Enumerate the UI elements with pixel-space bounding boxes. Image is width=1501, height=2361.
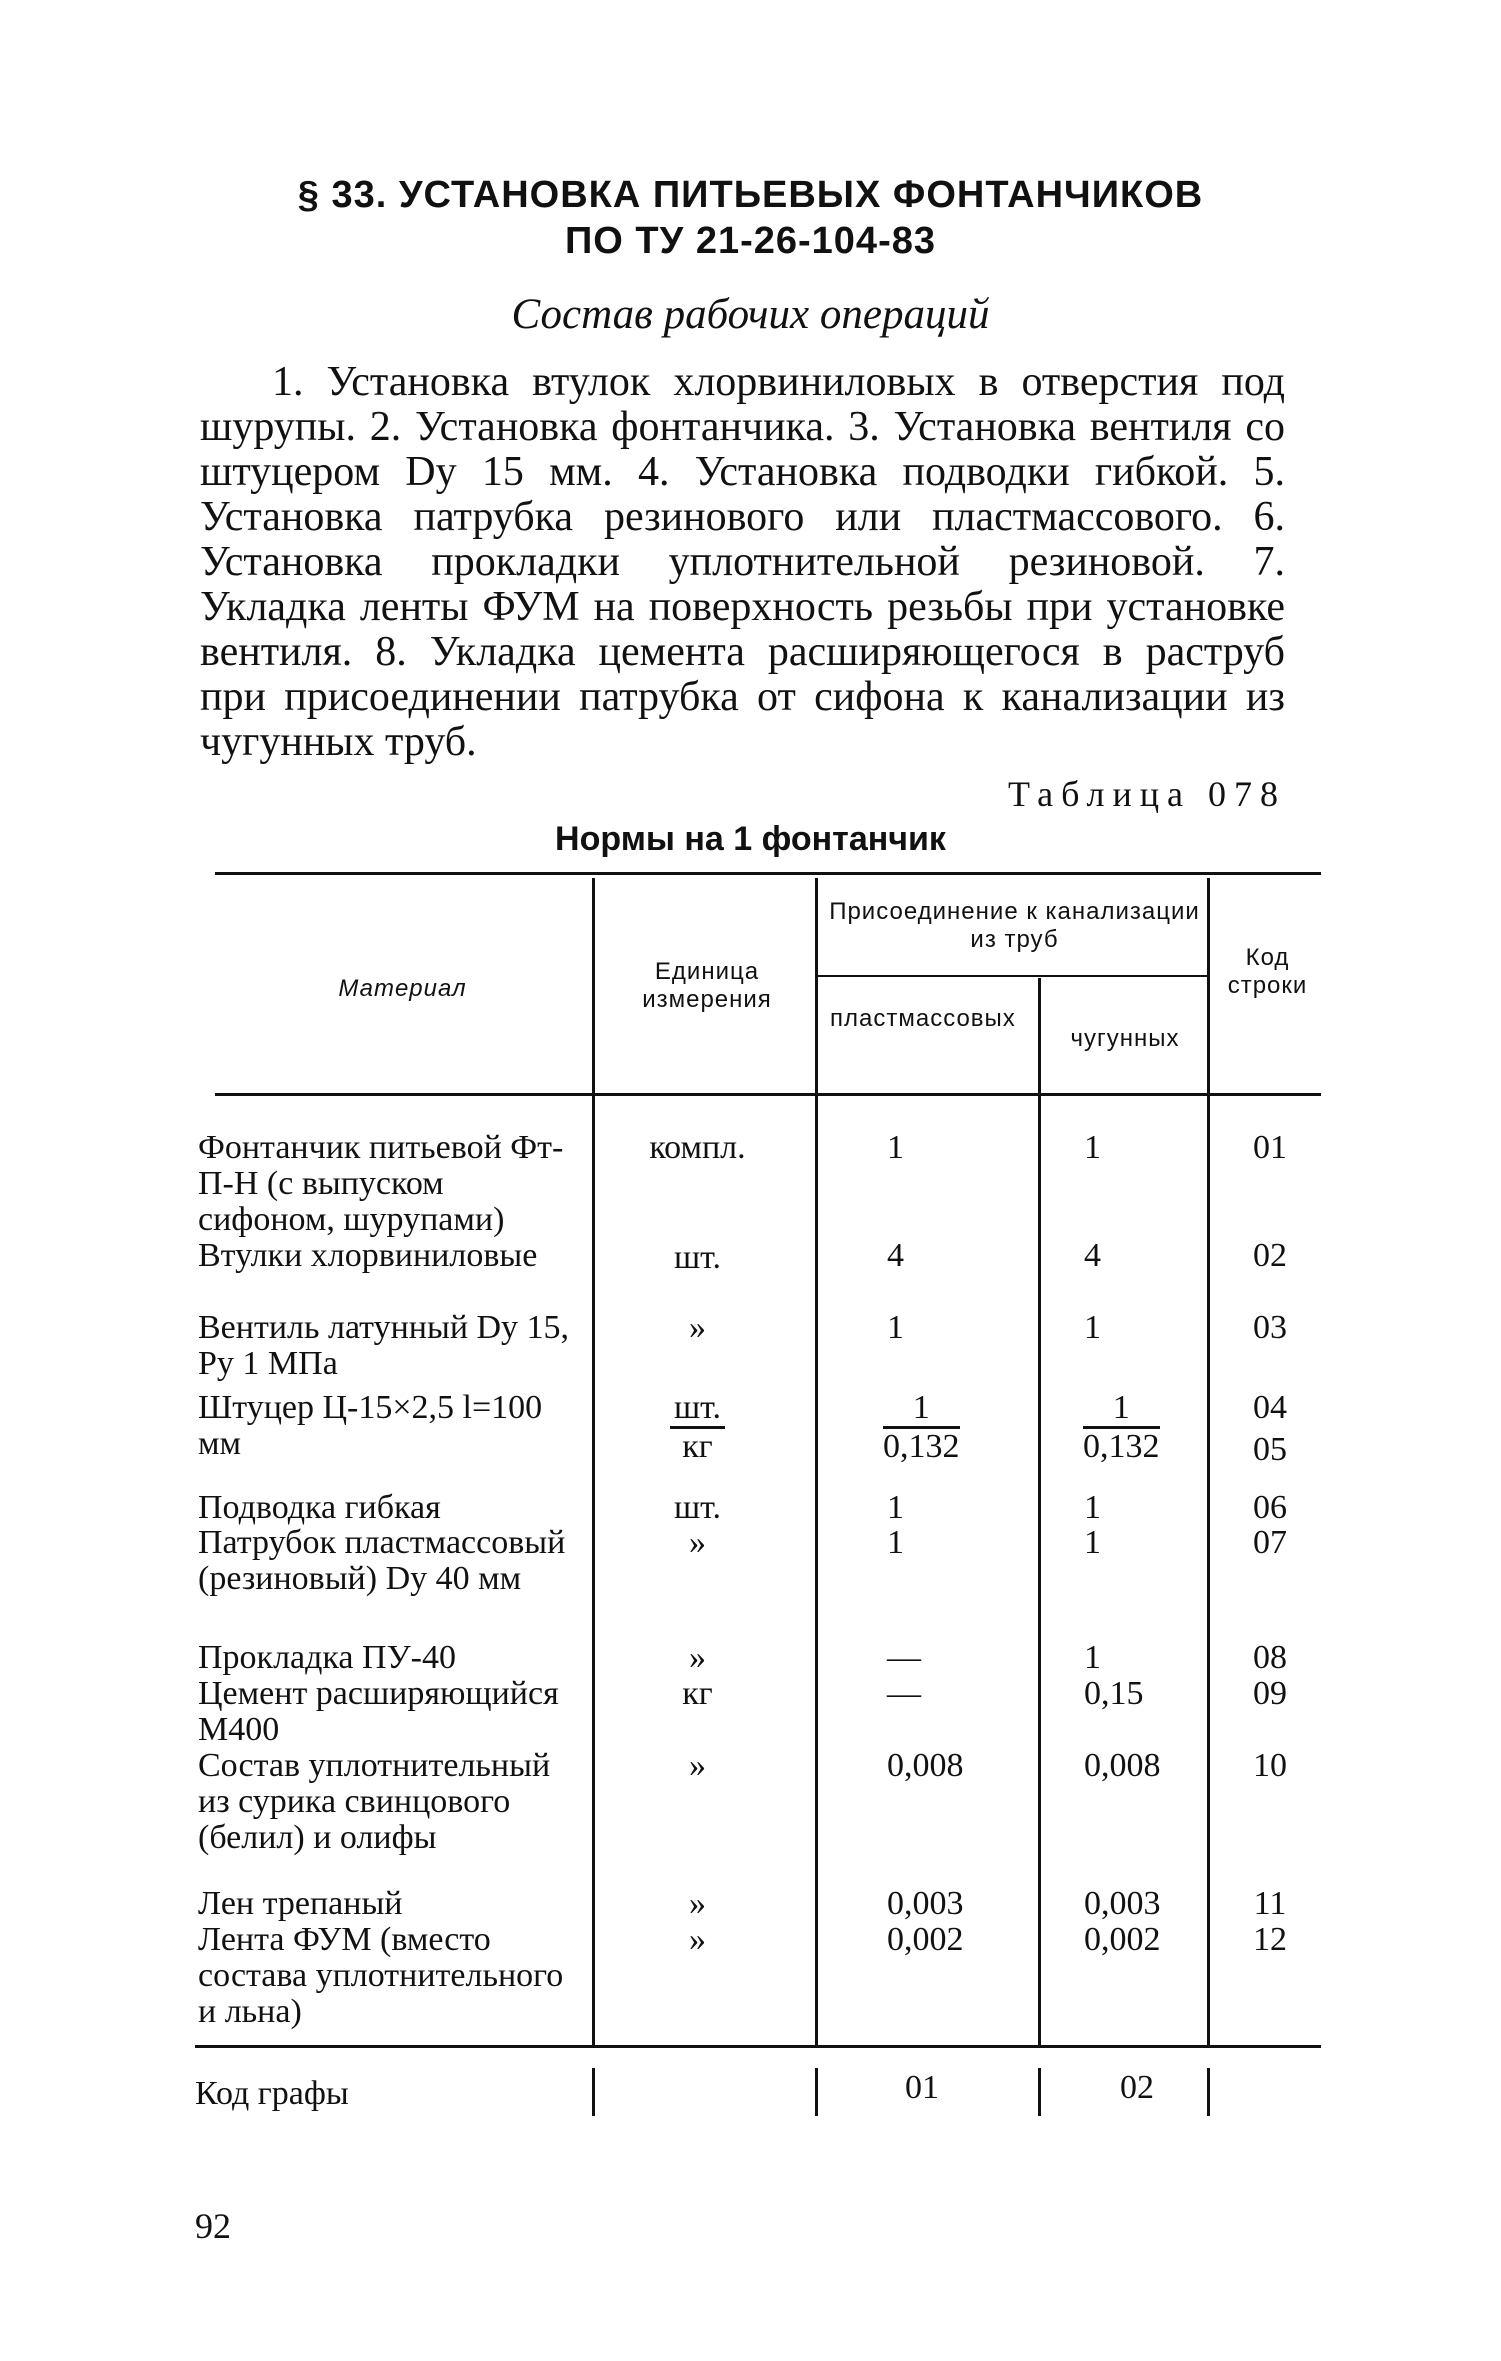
table-row-plastic: 1 bbox=[887, 1489, 904, 1526]
table-row-unit: » bbox=[689, 1747, 706, 1784]
header-bottom-rule bbox=[215, 1093, 1321, 1096]
table-row-unit: компл. bbox=[649, 1129, 746, 1166]
table-row-material: Штуцер Ц-15×2,5 l=100 мм bbox=[198, 1389, 543, 1462]
table-row-code-top: 04 bbox=[1253, 1389, 1287, 1426]
table-row-unit: шт. bbox=[674, 1239, 721, 1276]
table-row-cast-iron: 1 bbox=[1084, 1129, 1101, 1166]
table-row-material: Подводка гибкая bbox=[198, 1489, 441, 1526]
table-row-material: Прокладка ПУ-40 bbox=[198, 1639, 456, 1676]
table-row-material: Состав уплотнительный из сурика свинцового (белил) и олифы bbox=[198, 1747, 551, 1856]
table-row-material: Вентиль латунный Dу 15, Pу 1 МПа bbox=[198, 1309, 570, 1382]
table-row-material: Лен трепаный bbox=[198, 1885, 403, 1922]
unit-fraction bbox=[670, 1390, 725, 1465]
table-row-code: 10 bbox=[1253, 1747, 1287, 1784]
table-row-code: 08 bbox=[1253, 1639, 1287, 1676]
table-row-unit: » bbox=[689, 1639, 706, 1676]
table-row-cast-iron: 4 bbox=[1084, 1237, 1101, 1274]
table-label: Таблица 078 bbox=[1008, 774, 1286, 814]
table-row-code-bottom: 05 bbox=[1253, 1431, 1287, 1468]
footer-label: Код графы bbox=[195, 2075, 349, 2112]
table-row-code: 07 bbox=[1253, 1524, 1287, 1561]
table-row-material: Лента ФУМ (вместо состава уплотнительного и льна) bbox=[198, 1921, 564, 2030]
table-row-unit: » bbox=[689, 1524, 706, 1561]
header-material: Материал bbox=[338, 975, 467, 1002]
table-row-cast-iron: 1 bbox=[1084, 1524, 1101, 1561]
section-subtitle: Состав рабочих операций bbox=[511, 291, 990, 338]
plastic-fraction bbox=[883, 1390, 960, 1465]
section-title-line2: ПО ТУ 21-26-104-83 bbox=[564, 220, 936, 262]
table-row-plastic: 1 bbox=[887, 1309, 904, 1346]
table-row-code: 03 bbox=[1253, 1309, 1287, 1346]
footer-plastic: 01 bbox=[905, 2069, 939, 2106]
table-row-material: Патрубок пластмассовый (резиновый) Dу 40 мм bbox=[198, 1524, 566, 1597]
table-bottom-rule bbox=[195, 2045, 1321, 2048]
table-row-cast-iron: 1 bbox=[1084, 1489, 1101, 1526]
table-row-plastic: — bbox=[887, 1639, 921, 1676]
table-row-plastic: 4 bbox=[887, 1237, 904, 1274]
table-row-unit: » bbox=[689, 1309, 706, 1346]
table-row-cast-iron: 1 bbox=[1084, 1639, 1101, 1676]
header-code: Код строки bbox=[1227, 944, 1308, 999]
table-row-code: 02 bbox=[1253, 1237, 1287, 1274]
table-row-cast-iron: 0,002 bbox=[1084, 1921, 1161, 1958]
table-row-cast-iron: 0,008 bbox=[1084, 1747, 1161, 1784]
table-row-cast-iron: 0,15 bbox=[1084, 1675, 1144, 1712]
table-row-unit: » bbox=[689, 1921, 706, 1958]
header-connection: Присоединение к канализации из труб bbox=[829, 898, 1200, 953]
table-row-plastic: 0,002 bbox=[887, 1921, 964, 1958]
table-row-unit: шт. bbox=[674, 1489, 721, 1526]
plastic-bottom: 0,132 bbox=[883, 1428, 960, 1465]
table-row-unit: » bbox=[689, 1885, 706, 1922]
table-row-code: 06 bbox=[1253, 1489, 1287, 1526]
table-title: Нормы на 1 фонтанчик bbox=[555, 820, 946, 858]
table-row-plastic: 1 bbox=[887, 1524, 904, 1561]
footer-divider-1 bbox=[592, 2068, 595, 2116]
table-row-code: 11 bbox=[1253, 1885, 1287, 1922]
table-row-material: Втулки хлорвиниловые bbox=[198, 1237, 538, 1274]
cast-iron-bottom: 0,132 bbox=[1083, 1428, 1160, 1465]
table-row-cast-iron: 1 bbox=[1084, 1309, 1101, 1346]
section-title-line1: § 33. УСТАНОВКА ПИТЬЕВЫХ ФОНТАНЧИКОВ bbox=[297, 174, 1204, 216]
table-row-plastic: 1 bbox=[887, 1129, 904, 1166]
table-row-material: Фонтанчик питьевой Фт-П-Н (с выпуском сифоном, шурупами) bbox=[198, 1129, 564, 1238]
table-row-unit: кг bbox=[682, 1675, 713, 1712]
table-row-plastic: 0,008 bbox=[887, 1747, 964, 1784]
table-row-cast-iron: 0,003 bbox=[1084, 1885, 1161, 1922]
header-plastic: пластмассовых bbox=[830, 1005, 1016, 1032]
table-row-plastic: — bbox=[887, 1675, 921, 1712]
cast-iron-fraction bbox=[1083, 1390, 1160, 1465]
footer-divider-2 bbox=[815, 2068, 818, 2116]
table-row-code: 09 bbox=[1253, 1675, 1287, 1712]
plastic-top: 1 bbox=[883, 1390, 960, 1429]
col-divider-2 bbox=[815, 878, 818, 2046]
unit-bottom: кг bbox=[682, 1428, 713, 1465]
table-row-code: 12 bbox=[1253, 1921, 1287, 1958]
unit-top: шт. bbox=[670, 1390, 725, 1429]
header-unit: Единица измерения bbox=[642, 958, 772, 1013]
cast-iron-top: 1 bbox=[1083, 1390, 1160, 1429]
page-number: 92 bbox=[195, 2206, 231, 2246]
header-mid-rule bbox=[815, 975, 1207, 977]
table-row-material: Цемент расширяющийся М400 bbox=[198, 1675, 559, 1748]
operations-paragraph: 1. Установка втулок хлорвиниловых в отверстия под шурупы. 2. Установка фонтанчика. 3. Установка вентиля со штуцером Dу 15 мм. 4. Установка подводки гибкой. 5. Установка патрубка резинового или пластмассового. 6. Установка прокладки уплотнительной резиновой. 7. Укладка ленты ФУМ на поверхность резьбы при установке вентиля. 8. Укладка цемента расширяющегося в раструб при присоединении патрубка от сифона к канализации из чугунных труб. bbox=[200, 359, 1285, 765]
header-cast-iron: чугунных bbox=[1070, 1025, 1180, 1052]
footer-cast-iron: 02 bbox=[1120, 2069, 1154, 2106]
table-row-plastic: 0,003 bbox=[887, 1885, 964, 1922]
table-row-code: 01 bbox=[1253, 1129, 1287, 1166]
table-top-rule bbox=[215, 872, 1321, 875]
table-row-unit-fraction bbox=[590, 1390, 805, 1465]
